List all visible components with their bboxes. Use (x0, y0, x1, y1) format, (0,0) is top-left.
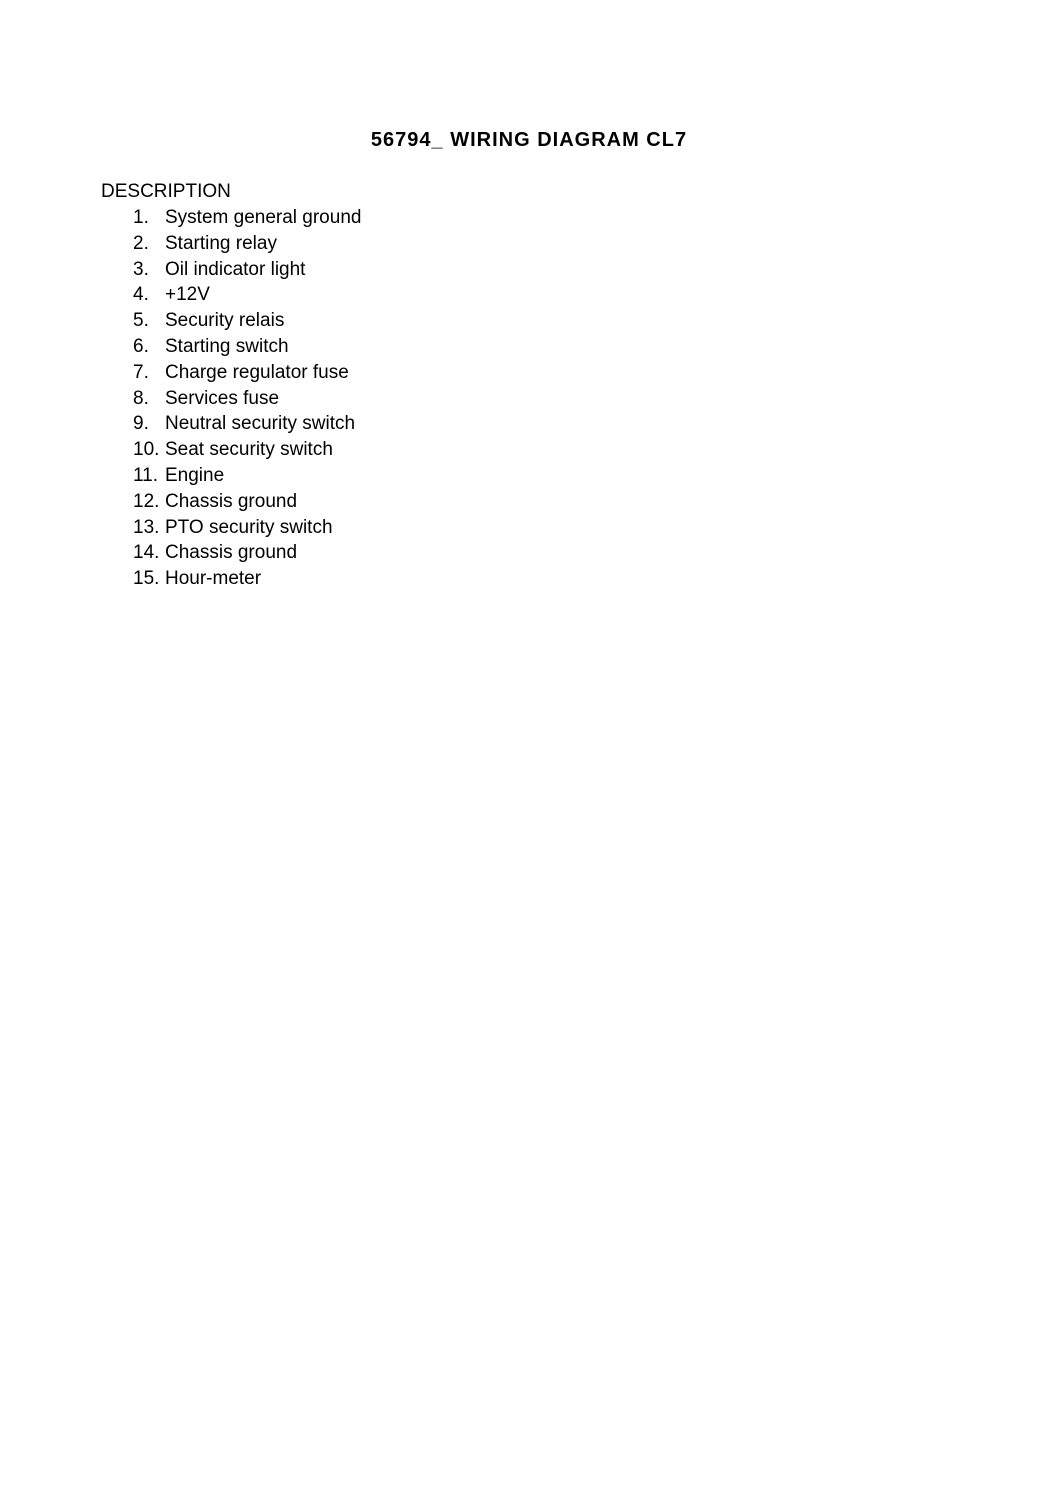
list-item (133, 258, 361, 284)
description-heading: DESCRIPTION (101, 181, 231, 202)
item-text: System general ground (165, 207, 362, 228)
list-item (133, 541, 361, 567)
item-text: Engine (165, 464, 225, 486)
list-item (133, 232, 361, 258)
description-list (133, 206, 361, 593)
list-item (133, 309, 361, 335)
list-item (133, 206, 361, 232)
item-number: 1. (133, 207, 149, 228)
item-text: Seat security switch (165, 439, 333, 461)
list-item (133, 387, 361, 413)
list-item (133, 464, 361, 490)
item-text: Neutral security switch (165, 413, 356, 435)
item-number: 2. (133, 232, 149, 254)
list-item (133, 335, 361, 361)
item-number: 12. (133, 490, 160, 512)
item-text: Chassis ground (165, 542, 298, 564)
item-text: Hour-meter (165, 568, 262, 590)
list-item (133, 361, 361, 387)
item-text: Starting switch (165, 335, 289, 357)
item-number: 7. (133, 361, 149, 383)
item-text: Security relais (165, 310, 285, 332)
item-number: 13. (133, 516, 160, 538)
item-text: Oil indicator light (165, 258, 306, 280)
item-number: 15. (133, 568, 160, 590)
item-text: PTO security switch (165, 516, 333, 538)
item-number: 6. (133, 335, 149, 357)
page-title: 56794_ WIRING DIAGRAM CL7 (370, 129, 688, 151)
item-number: 9. (133, 413, 149, 435)
item-number: 3. (133, 258, 149, 280)
item-number: 10. (133, 439, 160, 461)
item-number: 11. (133, 464, 159, 486)
item-text: Chassis ground (165, 490, 298, 512)
list-item (133, 490, 361, 516)
item-text: Starting relay (165, 232, 277, 254)
item-number: 8. (133, 387, 149, 409)
item-text: Services fuse (165, 387, 280, 409)
list-item (133, 283, 361, 309)
item-number: 4. (133, 284, 149, 306)
list-item (133, 412, 361, 438)
list-item (133, 516, 361, 542)
item-text: +12V (165, 284, 210, 306)
item-number: 14. (133, 542, 160, 564)
item-number: 5. (133, 310, 149, 332)
list-item (133, 438, 361, 464)
item-text: Charge regulator fuse (165, 361, 349, 383)
list-item (133, 567, 361, 593)
